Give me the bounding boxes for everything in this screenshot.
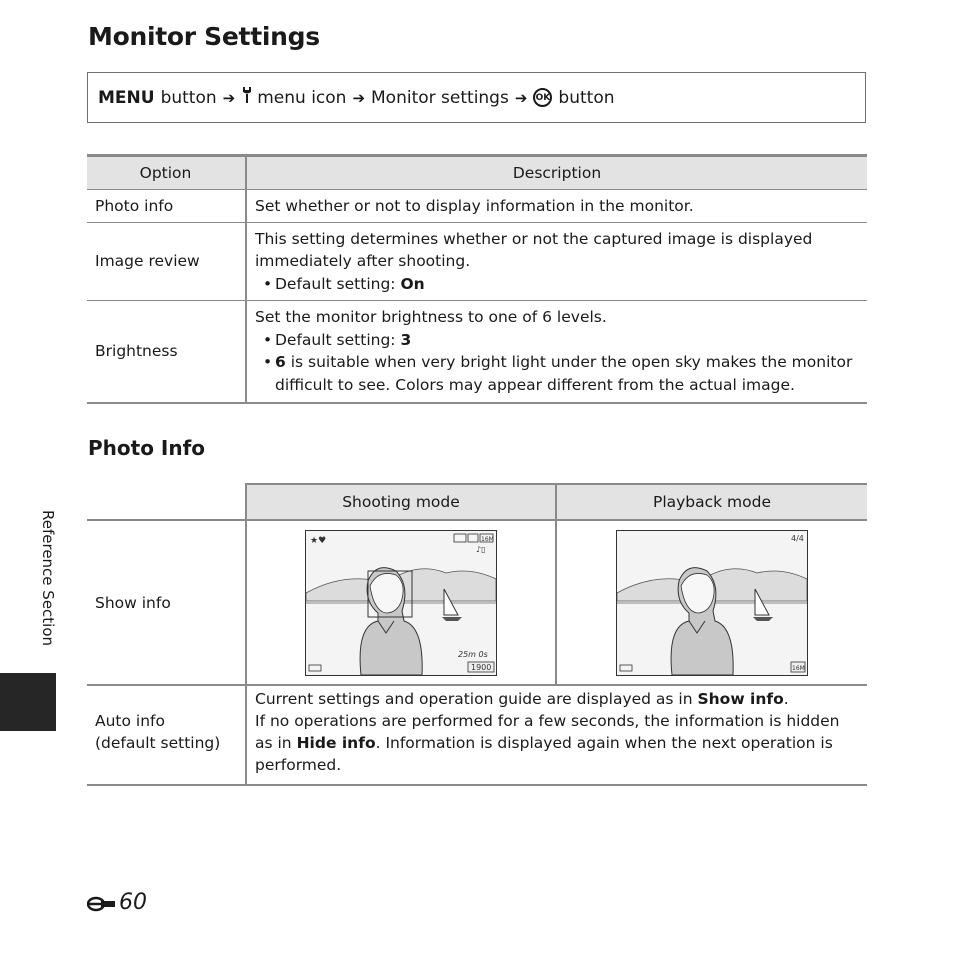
reference-icon bbox=[87, 894, 117, 912]
description-cell: Set whether or not to display information in the monitor. bbox=[246, 190, 867, 223]
table-row bbox=[87, 223, 867, 301]
bullet-value: 3 bbox=[400, 330, 412, 349]
bullet-label: Default setting: bbox=[275, 274, 401, 293]
option-cell bbox=[87, 685, 246, 785]
option-cell: Brightness bbox=[87, 301, 246, 403]
bullet-item bbox=[255, 329, 859, 352]
header-option: Option bbox=[87, 156, 246, 190]
menu-path bbox=[87, 72, 866, 123]
playback-screen-cell bbox=[556, 520, 867, 685]
default-setting-label: (default setting) bbox=[95, 734, 221, 752]
wrench-icon bbox=[241, 86, 253, 109]
side-section-label: Reference Section bbox=[39, 510, 57, 647]
description-text: If no operations are performed for a few seconds, the information is hidden as in bbox=[255, 712, 840, 752]
exposure-count: 1900 bbox=[471, 662, 492, 672]
bullet-bold: 6 bbox=[275, 353, 286, 372]
description-text: This setting determines whether or not the captured image is displayed immediately after shooting. bbox=[255, 229, 813, 271]
arrow-right-icon: ➔ bbox=[514, 88, 528, 107]
description-cell bbox=[246, 301, 867, 403]
size-label: 16M bbox=[792, 664, 805, 672]
auto-info-label: Auto info bbox=[95, 712, 165, 730]
bullet-item bbox=[255, 273, 859, 296]
monitor-settings-table bbox=[87, 154, 867, 404]
page-number-text: 60 bbox=[119, 890, 147, 915]
header-playback-mode: Playback mode bbox=[556, 484, 867, 520]
menu-icon-text: menu icon bbox=[257, 87, 347, 108]
table-row bbox=[87, 685, 867, 785]
header-description: Description bbox=[246, 156, 867, 190]
description-cell bbox=[246, 223, 867, 301]
bullet-value: On bbox=[400, 274, 425, 293]
monitor-settings-text: Monitor settings bbox=[371, 87, 509, 108]
bold-term: Show info bbox=[697, 690, 784, 708]
bullet-text: is suitable when very bright light under the open sky makes the monitor difficult to see. Colors may appear different from the actual image. bbox=[275, 353, 853, 394]
arrow-right-icon: ➔ bbox=[222, 88, 236, 107]
bullet-label: Default setting: bbox=[275, 330, 401, 349]
section-tab-marker bbox=[0, 673, 56, 731]
shooting-screen-cell bbox=[246, 520, 556, 685]
header-empty bbox=[87, 484, 246, 520]
shooting-mode-screen-image bbox=[305, 530, 497, 676]
description-text: Current settings and operation guide are displayed as in bbox=[255, 690, 698, 708]
svg-text:♪▯: ♪▯ bbox=[476, 544, 486, 554]
size-label: 16M bbox=[481, 535, 494, 543]
option-cell: Image review bbox=[87, 223, 246, 301]
bold-term: Hide info bbox=[296, 734, 376, 752]
description-cell bbox=[246, 685, 867, 785]
menu-button-icon: MENU bbox=[98, 87, 155, 108]
bullet-item bbox=[255, 351, 859, 396]
arrow-right-icon: ➔ bbox=[352, 88, 366, 107]
section-title: Photo Info bbox=[88, 436, 206, 460]
description-text: . Information is displayed again when the next operation is performed. bbox=[255, 734, 833, 774]
table-row bbox=[87, 190, 867, 223]
page-title: Monitor Settings bbox=[88, 22, 320, 51]
button-text-2: button bbox=[558, 87, 615, 108]
header-shooting-mode: Shooting mode bbox=[246, 484, 556, 520]
frame-counter: 4/4 bbox=[791, 533, 804, 543]
ok-button-icon: OK bbox=[533, 88, 552, 107]
option-cell: Photo info bbox=[87, 190, 246, 223]
playback-mode-screen-image bbox=[616, 530, 808, 676]
photo-info-table bbox=[87, 483, 867, 786]
button-text-1: button bbox=[160, 87, 217, 108]
table-row bbox=[87, 301, 867, 403]
option-cell: Show info bbox=[87, 520, 246, 685]
table-row bbox=[87, 520, 867, 685]
page-number bbox=[87, 890, 147, 915]
description-text: Set the monitor brightness to one of 6 levels. bbox=[255, 308, 607, 327]
svg-text:★♥: ★♥ bbox=[310, 535, 327, 546]
description-text: . bbox=[783, 690, 789, 708]
remaining-time: 25m 0s bbox=[458, 649, 488, 659]
